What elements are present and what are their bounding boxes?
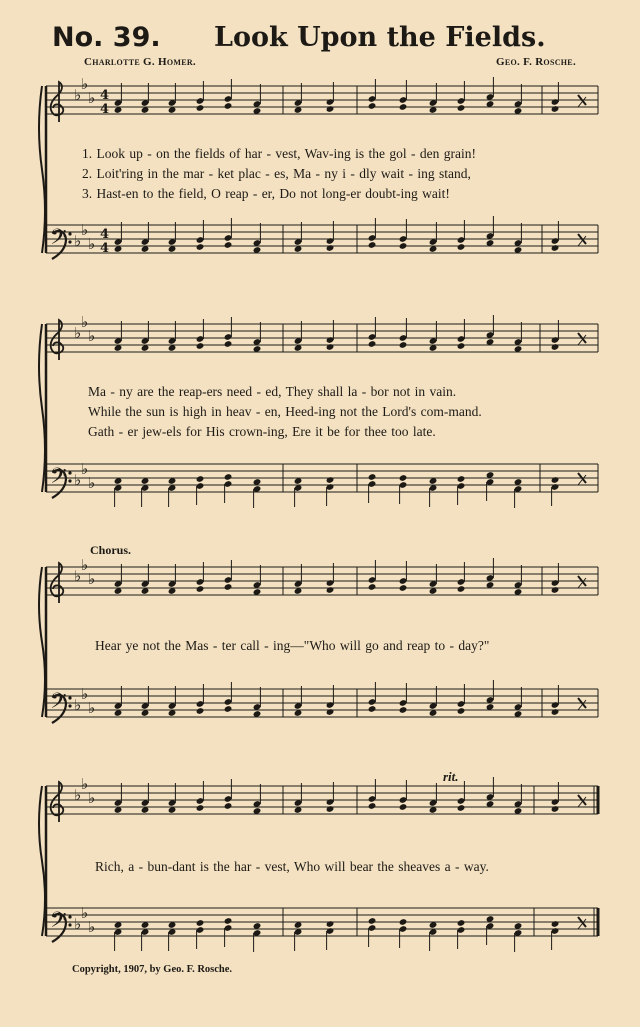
- treble-clef-icon: [51, 563, 64, 603]
- flat-sign: ♭: [88, 89, 96, 107]
- note-head: [224, 241, 233, 249]
- treble-clef-icon: [51, 320, 64, 360]
- bass-clef-dot: [68, 232, 71, 235]
- note-head: [224, 473, 233, 481]
- note-head: [326, 476, 335, 484]
- note-head: [326, 920, 335, 928]
- note-head: [368, 241, 377, 249]
- note-head: [326, 343, 335, 351]
- note-head: [368, 917, 377, 925]
- flat-sign: ♭: [81, 75, 89, 93]
- flat-sign: ♭: [74, 324, 82, 342]
- lyric-line: Gath - er jew-els for His crown-ing, Ere it be for thee too late.: [88, 424, 436, 439]
- note-head: [551, 105, 560, 113]
- note-head: [551, 586, 560, 594]
- ritardando-marking: rit.: [443, 769, 459, 784]
- flat-sign: ♭: [81, 685, 89, 703]
- lyric-line: Ma - ny are the reap-ers need - ed, They shall la - bor not in vain.: [88, 384, 457, 399]
- bass-clef-dot: [68, 240, 71, 243]
- note-head: [326, 586, 335, 594]
- note-head: [551, 476, 560, 484]
- hymn-title: Look Upon the Fields.: [214, 22, 546, 53]
- flat-sign: ♭: [88, 699, 96, 717]
- flat-sign: ♭: [81, 460, 89, 478]
- lyric-line: 3. Hast-en to the field, O reap - er, Do not long-er doubt-ing wait!: [82, 186, 450, 201]
- note-head: [224, 102, 233, 110]
- lyric-line: 1. Look up - on the fields of har - vest, Wav-ing is the gol - den grain!: [82, 146, 476, 161]
- lyric-line: Rich, a - bun-dant is the har - vest, Who will bear the sheaves a - way.: [95, 859, 489, 874]
- note-head: [196, 342, 205, 350]
- note-head: [196, 919, 205, 927]
- flat-sign: ♭: [81, 221, 89, 239]
- note-head: [326, 805, 335, 813]
- note-head: [399, 341, 408, 349]
- note-head: [551, 920, 560, 928]
- flat-sign: ♭: [81, 313, 89, 331]
- flat-sign: ♭: [88, 789, 96, 807]
- bass-clef-dot: [68, 471, 71, 474]
- flat-sign: ♭: [74, 471, 82, 489]
- note-head: [368, 102, 377, 110]
- note-head: [457, 475, 466, 483]
- lyricist: Charlotte G. Homer.: [84, 56, 196, 68]
- note-head: [224, 802, 233, 810]
- note-head: [224, 705, 233, 713]
- flat-sign: ♭: [81, 904, 89, 922]
- note-head: [457, 243, 466, 251]
- note-head: [326, 244, 335, 252]
- note-head: [196, 243, 205, 251]
- note-head: [457, 104, 466, 112]
- time-signature: 4: [100, 241, 110, 256]
- bass-clef-dot: [68, 915, 71, 918]
- flat-sign: ♭: [74, 786, 82, 804]
- flat-sign: ♭: [74, 567, 82, 585]
- note-head: [224, 583, 233, 591]
- bass-clef-icon: 𝄢: [50, 464, 67, 494]
- system-brace: [39, 86, 45, 253]
- note-head: [326, 105, 335, 113]
- note-head: [368, 340, 377, 348]
- flat-sign: ♭: [88, 235, 96, 253]
- note-head: [399, 103, 408, 111]
- flat-sign: ♭: [81, 775, 89, 793]
- note-head: [551, 343, 560, 351]
- note-head: [368, 802, 377, 810]
- flat-sign: ♭: [88, 570, 96, 588]
- flat-sign: ♭: [74, 232, 82, 250]
- note-head: [368, 473, 377, 481]
- note-head: [399, 918, 408, 926]
- flat-sign: ♭: [74, 915, 82, 933]
- flat-sign: ♭: [81, 556, 89, 574]
- note-head: [326, 708, 335, 716]
- lyric-line: 2. Loit'ring in the mar - ket plac - es, Ma - ny i - dly wait - ing stand,: [82, 166, 471, 181]
- lyric-line: Hear ye not the Mas - ter call - ing—"Who will go and reap to - day?": [95, 638, 490, 653]
- flat-sign: ♭: [88, 474, 96, 492]
- note-head: [196, 475, 205, 483]
- flat-sign: ♭: [74, 86, 82, 104]
- flat-sign: ♭: [88, 918, 96, 936]
- note-head: [196, 804, 205, 812]
- note-head: [399, 706, 408, 714]
- bass-clef-icon: 𝄢: [50, 908, 67, 938]
- note-head: [399, 474, 408, 482]
- note-head: [551, 708, 560, 716]
- composer: Geo. F. Rosche.: [495, 56, 576, 68]
- note-head: [551, 244, 560, 252]
- bass-clef-icon: 𝄢: [50, 225, 67, 255]
- system-brace: [39, 324, 45, 492]
- hymn-number: No. 39.: [52, 22, 161, 53]
- note-head: [457, 804, 466, 812]
- system-brace: [39, 786, 45, 936]
- lyric-line: While the sun is high in heav - en, Heed-ing not the Lord's com-mand.: [88, 404, 482, 419]
- note-head: [224, 917, 233, 925]
- note-head: [399, 242, 408, 250]
- time-signature: 4: [100, 227, 110, 242]
- note-head: [457, 342, 466, 350]
- time-signature: 4: [100, 102, 110, 117]
- bass-clef-dot: [68, 479, 71, 482]
- note-head: [457, 919, 466, 927]
- treble-clef-icon: [51, 82, 64, 122]
- note-head: [368, 705, 377, 713]
- note-head: [399, 803, 408, 811]
- note-head: [196, 104, 205, 112]
- note-head: [457, 707, 466, 715]
- flat-sign: ♭: [74, 696, 82, 714]
- note-head: [196, 585, 205, 593]
- note-head: [196, 707, 205, 715]
- note-head: [457, 585, 466, 593]
- copyright-notice: Copyright, 1907, by Geo. F. Rosche.: [72, 964, 233, 975]
- bass-clef-icon: 𝄢: [50, 689, 67, 719]
- note-head: [224, 340, 233, 348]
- note-head: [551, 805, 560, 813]
- time-signature: 4: [100, 88, 110, 103]
- bass-clef-dot: [68, 696, 71, 699]
- bass-clef-dot: [68, 704, 71, 707]
- bass-clef-dot: [68, 923, 71, 926]
- chorus-label: Chorus.: [90, 543, 132, 557]
- note-head: [399, 584, 408, 592]
- treble-clef-icon: [51, 782, 64, 822]
- system-brace: [39, 567, 45, 717]
- note-head: [368, 583, 377, 591]
- flat-sign: ♭: [88, 327, 96, 345]
